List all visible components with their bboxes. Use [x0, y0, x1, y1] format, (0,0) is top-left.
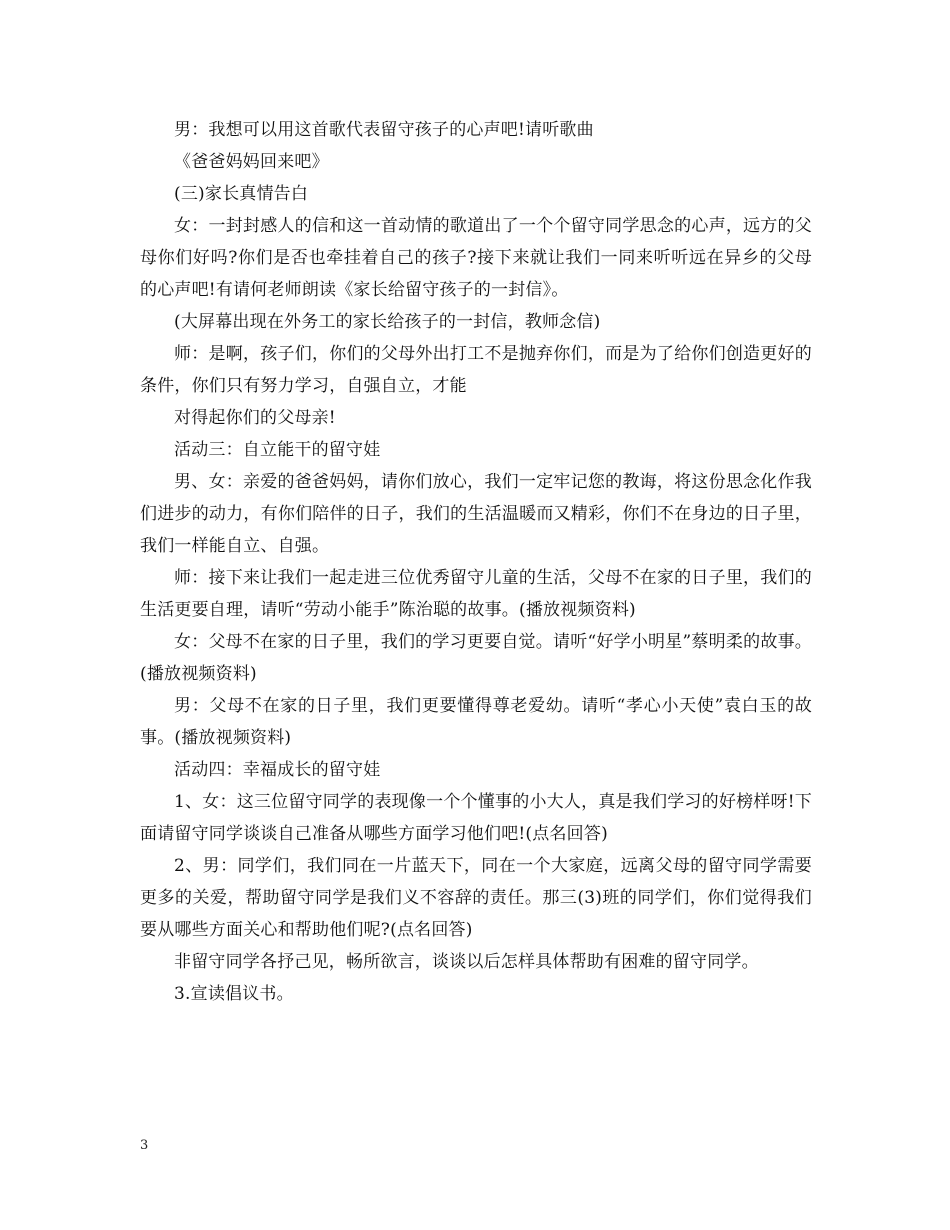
paragraph-item-two: 2、男：同学们，我们同在一片蓝天下，同在一个大家庭，远离父母的留守同学需要更多的关爱，帮助留守同学是我们义不容辞的责任。那三(3)班的同学们，你们觉得我们要从哪些方面关心和帮助他们呢?(点名回答): [140, 856, 812, 940]
paragraph-male-female-promise: 男、女：亲爱的爸爸妈妈，请你们放心，我们一定牢记您的教诲，将这份思念化作我们进步的动力，有你们陪伴的日子，我们的生活温暖而又精彩，你们不在身边的日子里，我们一样能自立、自强。: [140, 472, 812, 556]
page-number: 3: [140, 1138, 149, 1153]
document-body: [140, 114, 812, 1010]
paragraph-item-one: 1、女：这三位留守同学的表现像一个个懂事的小大人，真是我们学习的好榜样呀!下面请留守同学谈谈自己准备从哪些方面学习他们吧!(点名回答): [140, 792, 812, 844]
section-heading-activity-four: 活动四：幸福成长的留守娃: [174, 760, 381, 780]
paragraph-female-story-two: 女：父母不在家的日子里，我们的学习更要自觉。请听“好学小明星”蔡明柔的故事。(播放视频资料): [140, 632, 812, 684]
section-heading-activity-three: 活动三：自立能干的留守娃: [174, 440, 381, 460]
paragraph-discussion: 非留守同学各抒己见，畅所欲言，谈谈以后怎样具体帮助有困难的留守同学。: [174, 952, 759, 972]
section-heading-parent-confession: (三)家长真情告白: [174, 184, 309, 204]
paragraph-teacher-story-one: 师：接下来让我们一起走进三位优秀留守儿童的生活，父母不在家的日子里，我们的生活更要自理，请听“劳动小能手”陈治聪的故事。(播放视频资料): [140, 568, 812, 620]
paragraph-item-three: 3.宣读倡议书。: [174, 984, 294, 1004]
paragraph-teacher-speech: 师：是啊，孩子们，你们的父母外出打工不是抛弃你们，而是为了给你们创造更好的条件，你们只有努力学习，自强自立，才能: [140, 344, 812, 396]
paragraph-teacher-speech-end: 对得起你们的父母亲!: [174, 408, 336, 428]
paragraph-female-letter-intro: 女：一封封感人的信和这一首动情的歌道出了一个个留守同学思念的心声，远方的父母你们好吗?你们是否也牵挂着自己的孩子?接下来就让我们一同来听听远在异乡的父母的心声吧!有请何老师朗读《家长给留守孩子的一封信》。: [140, 216, 812, 300]
paragraph-male-story-three: 男：父母不在家的日子里，我们更要懂得尊老爱幼。请听“孝心小天使”袁白玉的故事。(播放视频资料): [140, 696, 812, 748]
paragraph-song-title: 《爸爸妈妈回来吧》: [174, 152, 329, 172]
paragraph-screen-note: (大屏幕出现在外务工的家长给孩子的一封信，教师念信): [174, 312, 601, 332]
paragraph-song-intro: 男：我想可以用这首歌代表留守孩子的心声吧!请听歌曲: [174, 120, 594, 140]
